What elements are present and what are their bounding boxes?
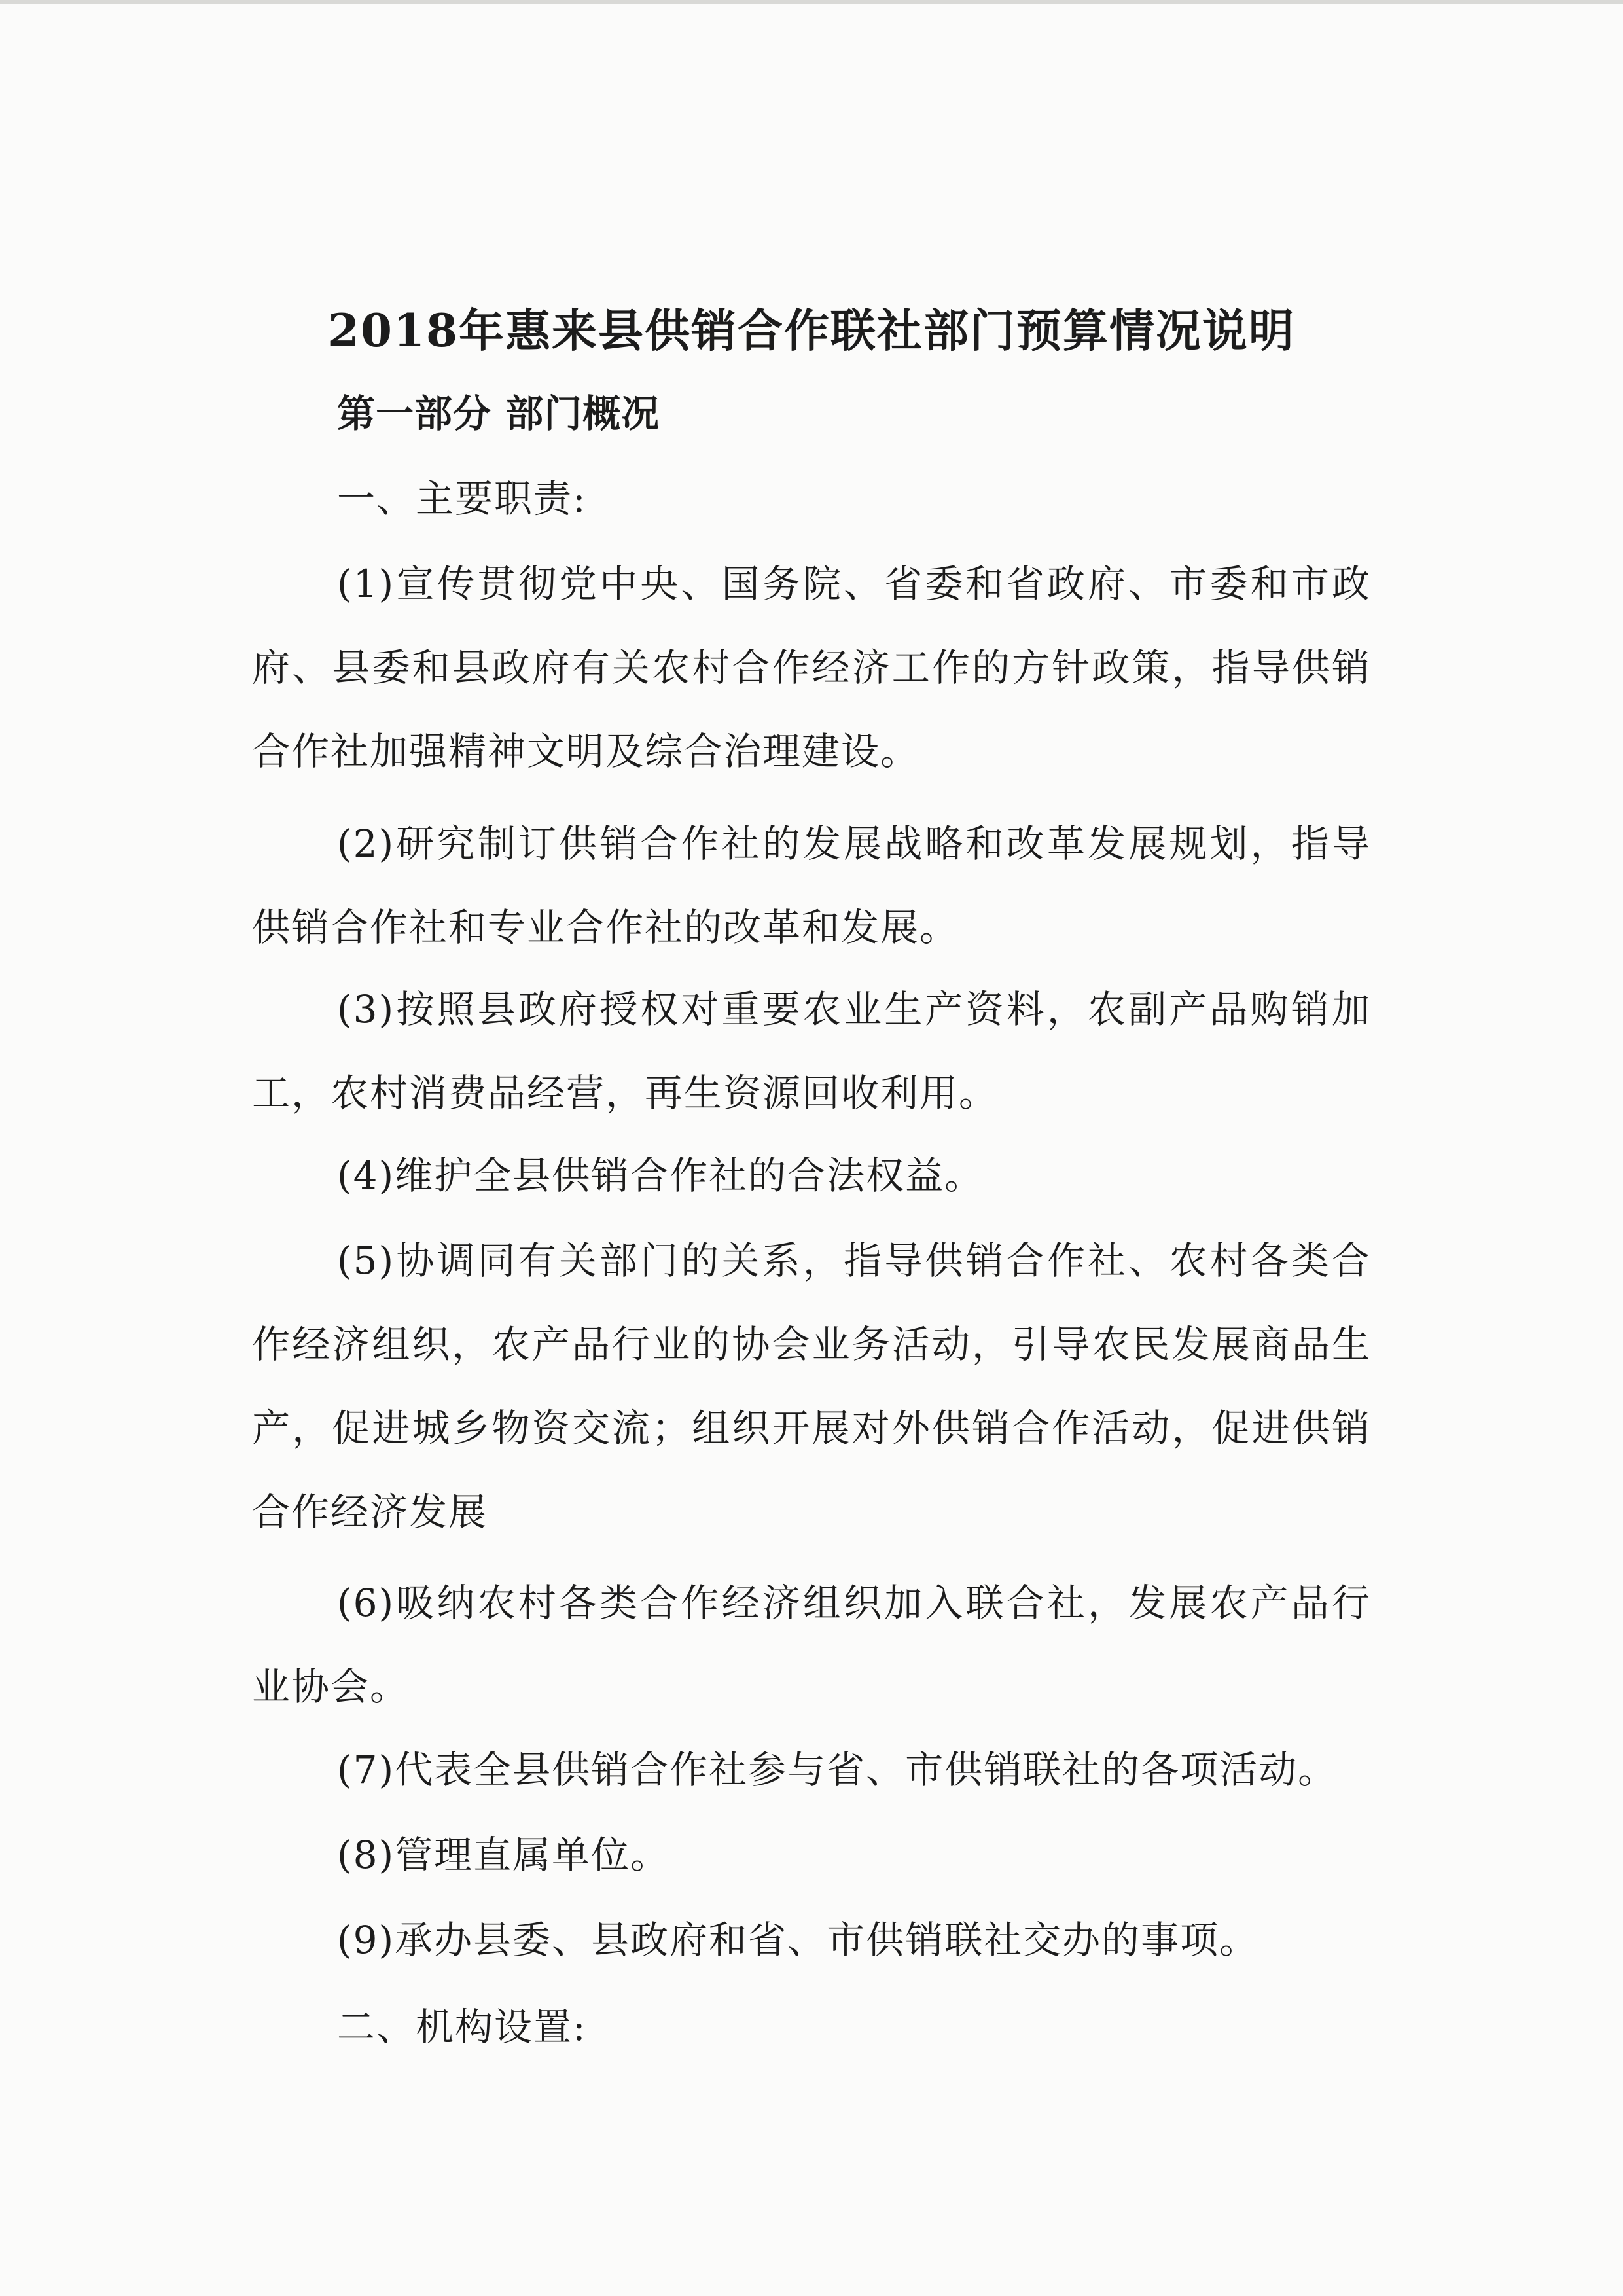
duty-item-3: (3)按照县政府授权对重要农业生产资料，农副产品购销加工，农村消费品经营，再生资源回收利用。 [252,987,1371,1115]
section-heading-overview: 第一部分 部门概况 [337,391,660,436]
scan-top-edge [0,0,1623,4]
document-title: 2018年惠来县供销合作联社部门预算情况说明 [327,304,1296,357]
duty-item-8: (8)管理直属单位。 [337,1833,670,1877]
duty-item-2: (2)研究制订供销合作社的发展战略和改革发展规划，指导供销合作社和专业合作社的改革和发展。 [252,821,1371,950]
duty-item-9: (9)承办县委、县政府和省、市供销联社交办的事项。 [337,1918,1259,1962]
duty-item-4: (4)维护全县供销合作社的合法权益。 [337,1153,984,1198]
duty-item-6: (6)吸纳农村各类合作经济组织加入联合社，发展农产品行业协会。 [252,1581,1371,1709]
duty-item-7: (7)代表全县供销合作社参与省、市供销联社的各项活动。 [337,1748,1338,1792]
duty-item-1: (1)宣传贯彻党中央、国务院、省委和省政府、市委和市政府、县委和县政府有关农村合作经济工作的方针政策，指导供销合作社加强精神文明及综合治理建设。 [252,562,1371,774]
org-structure-heading: 二、机构设置: [337,2005,587,2049]
duties-heading: 一、主要职责: [337,476,587,521]
duty-item-5: (5)协调同有关部门的关系，指导供销合作社、农村各类合作经济组织，农产品行业的协会业务活动，引导农民发展商品生产，促进城乡物资交流；组织开展对外供销合作活动，促进供销合作经济发展 [252,1238,1371,1534]
